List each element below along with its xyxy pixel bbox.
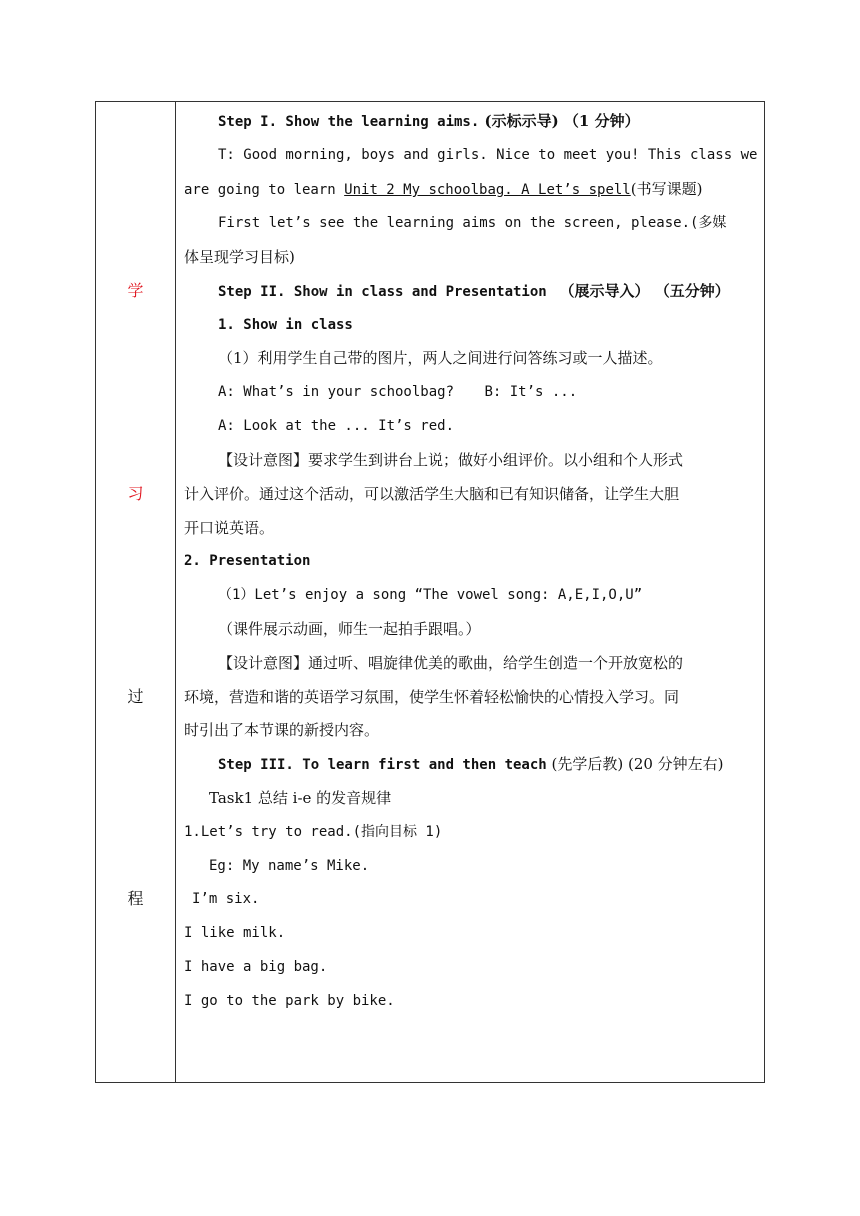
- design-intent-2-line-3: 时引出了本节课的新授内容。: [184, 721, 380, 739]
- step1-title: [218, 111, 640, 132]
- greeting-text-2a: are going to learn: [184, 182, 345, 198]
- show-in-class-heading: 1. Show in class: [218, 317, 353, 333]
- dialog-answer: B: It’s ...: [484, 384, 578, 400]
- presentation-item-2: （课件展示动画，师生一起拍手跟唱。）: [218, 620, 481, 638]
- presentation-heading: 2. Presentation: [184, 553, 311, 569]
- aims-line-1: First let’s see the learning aims on the screen, please.(多媒: [218, 215, 727, 231]
- greeting-text-2c: (书写课题): [630, 180, 703, 198]
- side-label-guo: 过: [127, 687, 144, 706]
- step1-title-en: Step I. Show the learning aims.: [218, 114, 480, 130]
- design-intent-2-line-2: 环境，营造和谐的英语学习氛围，使学生怀着轻松愉快的心情投入学习。同: [184, 688, 680, 706]
- step2-title: [218, 281, 730, 302]
- side-label-xi: 习: [127, 484, 144, 503]
- greeting-text-1: T: Good morning, boys and girls. Nice to meet you! This class we: [218, 147, 758, 163]
- show-in-class-item-1: （1）利用学生自己带的图片，两人之间进行问答练习或一人描述。: [218, 349, 663, 367]
- sentence-3: I have a big bag.: [184, 959, 328, 975]
- column-divider: [175, 102, 176, 1082]
- example-line: Eg: My name’s Mike.: [209, 858, 370, 874]
- side-label-cheng: 程: [127, 889, 144, 908]
- step3-title-en: Step III. To learn first and then teach: [218, 757, 547, 773]
- aims-line-2: 体呈现学习目标): [184, 248, 295, 266]
- sentence-1: I’m six.: [192, 891, 260, 907]
- step3-title: [218, 754, 724, 775]
- step3-title-cn: (先学后教) (20 分钟左右): [546, 755, 724, 773]
- step2-title-en: Step II. Show in class and Presentation: [218, 284, 547, 300]
- side-label-xue: 学: [127, 281, 144, 300]
- design-intent-1-line-1: 【设计意图】要求学生到讲台上说；做好小组评价。以小组和个人形式: [218, 451, 684, 469]
- sentence-4: I go to the park by bike.: [184, 993, 395, 1009]
- design-intent-1-line-2: 计入评价。通过这个活动，可以激活学生大脑和已有知识储备，让学生大胆: [184, 485, 680, 503]
- step2-title-cn: （展示导入） （五分钟）: [559, 282, 730, 300]
- design-intent-1-line-3: 开口说英语。: [184, 519, 275, 537]
- task1-heading: Task1 总结 i-e 的发音规律: [209, 789, 392, 807]
- step1-title-cn: (示标示导) （1 分钟）: [479, 112, 640, 130]
- lesson-table: [95, 101, 765, 1083]
- greeting-line-1: [218, 145, 758, 165]
- try-read-line: 1.Let’s try to read.(指向目标 1): [184, 824, 443, 840]
- lesson-title: Unit 2 My schoolbag. A Let’s spell: [344, 182, 631, 198]
- greeting-line-2: [184, 179, 702, 200]
- sentence-2: I like milk.: [184, 925, 286, 941]
- dialog-question: A: What’s in your schoolbag?: [218, 384, 455, 400]
- presentation-item-1: （1）Let’s enjoy a song “The vowel song: A,E,I,O,U”: [218, 587, 643, 603]
- dialog-line-1: [218, 382, 577, 402]
- design-intent-2-line-1: 【设计意图】通过听、唱旋律优美的歌曲，给学生创造一个开放宽松的: [218, 654, 684, 672]
- dialog-line-2: A: Look at the ... It’s red.: [218, 418, 455, 434]
